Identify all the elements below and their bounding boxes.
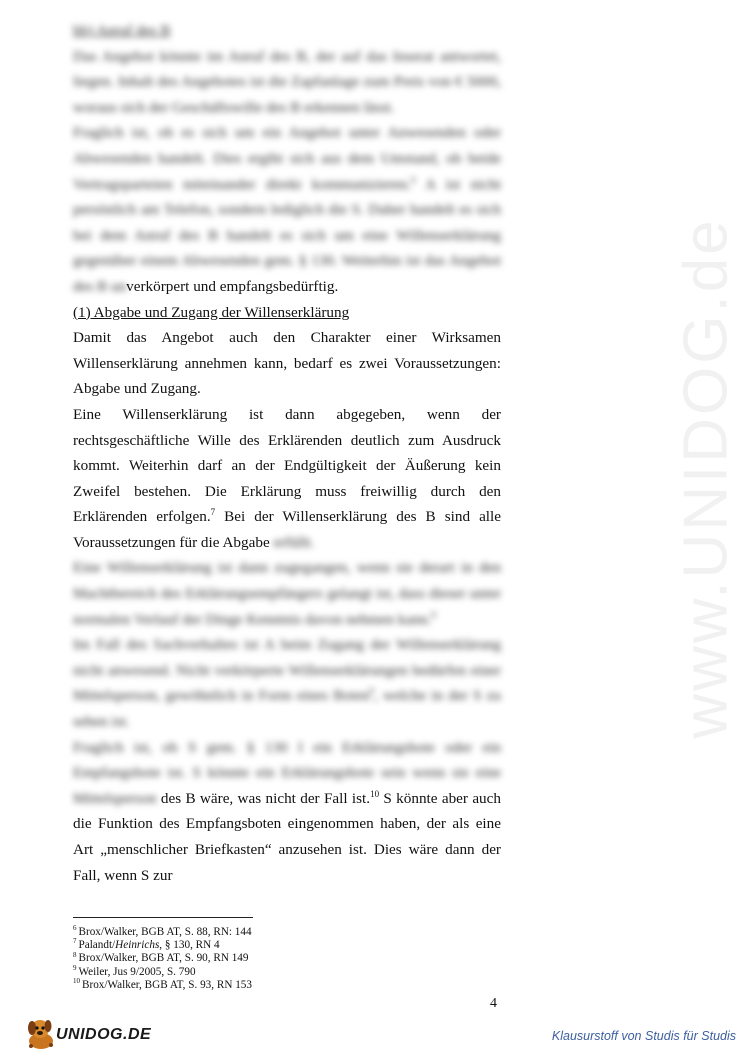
paragraph-communication — [73, 120, 501, 299]
sub-heading: (1) Abgabe und Zugang der Willenserklärung — [73, 303, 350, 321]
footnote-item — [73, 979, 503, 992]
paragraph-abgabe-cont: Bei der Willenserklärung des B sind alle Voraussetzungen für die Abgabe — [73, 508, 501, 551]
paragraph-abgabe-text: Eine Willenserklärung ist dann abgegeben, wenn der rechtsgeschäftliche Wille des Erklärenden deutlich zum Ausdruck kommt. Weiterhin darf an der Endgültigkeit der Äußerung kein Zweifel bestehen. Die Erklärung muss freiwillig durch den Erklärenden erfolgen. — [73, 405, 501, 526]
footnote-number: 7 — [73, 937, 77, 946]
footnotes — [73, 926, 503, 992]
footnote-text: Palandt/ — [78, 939, 116, 952]
paragraph-communication-blurred: Fraglich ist, ob es sich um ein Angebot unter Anwesenden oder Abwesenden handelt. Dies ergibt sich aus dem Umstand, ob beide Vertragsparteien miteinander direkt kommunizieren. — [73, 124, 501, 193]
paragraph-bote-blurred — [73, 632, 501, 734]
body-text — [73, 18, 501, 888]
footnote-divider — [73, 917, 253, 918]
paragraph-requirements: Damit das Angebot auch den Charakter einer Wirksamen Willenserklärung annehmen kann, bedarf es zwei Voraussetzungen: Abgabe und Zugang. — [73, 329, 501, 398]
footnote-ref: 8 — [431, 609, 436, 620]
paragraph-communication-clear: verkörpert und empfangsbedürftig. — [126, 277, 339, 295]
section-heading-blurred: bb) Anruf des B — [73, 22, 171, 39]
footnote-item — [73, 926, 503, 939]
paragraph-empfangsbote-cont: S könnte aber auch die Funktion des Empfangsboten eingenommen haben, der als eine Art „menschlicher Briefkasten“ anzusehen ist. Dies wäre dann der Fall, wenn S zur — [73, 789, 501, 884]
paragraph-abgabe — [73, 402, 501, 556]
paragraph-bote-text: Im Fall des Sachverhaltes ist A beim Zugang der Willenserklärung nicht anwesend. Nicht verkörperte Willenserklärungen bedürfen einer Mittelsperson, gewöhnlich in Form eines Boten — [73, 636, 501, 705]
paragraph-empfangsbote-clear: des B wäre, was nicht der Fall ist. — [160, 789, 371, 807]
paragraph-empfangsbote — [73, 735, 501, 889]
footnote-item — [73, 963, 503, 979]
footnote-number: 9 — [73, 963, 77, 972]
footnote-text: Weiler, Jus 9/2005, S. 790 — [78, 965, 196, 978]
watermark: www.UNIDOG.de — [671, 217, 741, 739]
footnote-text: Brox/Walker, BGB AT, S. 88, RN: 144 — [78, 926, 252, 938]
footnote-text: Brox/Walker, BGB AT, S. 93, RN 153 — [82, 978, 252, 991]
paragraph-abgabe-blurred-end: erfüllt. — [273, 533, 315, 551]
page-number: 4 — [490, 996, 497, 1011]
paragraph-zugang-blurred — [73, 555, 501, 632]
footnote-item — [73, 952, 503, 965]
footnote-ref: 6 — [411, 174, 416, 185]
footnote-ref: 9 — [369, 686, 375, 697]
footnote-author-italic: Heinrichs — [115, 939, 160, 952]
dog-mascot-icon — [24, 1015, 58, 1051]
paragraph-zugang-text: Eine Willenserklärung ist dann zugegangen, wenn sie derart in den Machtbereich des Erklärungsempfängers gelangt ist, dass dieser unter normalen Verlauf der Dinge Kenntnis davon nehmen kann. — [73, 559, 501, 628]
footnote-ref: 7 — [210, 507, 216, 518]
footnote-number: 10 — [73, 977, 80, 986]
footnote-item — [73, 939, 503, 952]
footnote-number: 6 — [73, 924, 77, 933]
footnote-ref: 10 — [370, 788, 380, 799]
footnote-text-cont: , § 130, RN 4 — [159, 939, 220, 952]
footnote-text: Brox/Walker, BGB AT, S. 90, RN 149 — [78, 952, 249, 965]
paragraph-bote-cont: , welche in der S zu sehen ist. — [73, 687, 501, 731]
footnote-number: 8 — [73, 950, 77, 959]
paragraph-empfangsbote-blurred: Fraglich ist, ob S gem. § 130 I ein Erklärungsbote oder ein Empfangsbote ist. S könnte ein Erklärungsbote sein wenn sie eine Mittelsperson — [73, 738, 501, 807]
paragraph-offer-blurred: Das Angebot könnte im Anruf des B, der auf das Inserat antwortet, liegen. Inhalt des Angebotes ist die Zapfanlage zum Preis von € 5000, woraus sich der Geschäftswille des B erkennen lässt. — [73, 47, 501, 116]
unidog-logo[interactable] — [24, 1015, 164, 1051]
footer-slogan: Klausurstoff von Studis für Studis — [551, 1029, 736, 1043]
logo-text: UNIDOG.DE — [56, 1026, 152, 1043]
paragraph-communication-blurred-cont: A ist nicht persönlich am Telefon, sondern lediglich die S. Daher handelt es sich bei dem Anruf des B handelt es sich um eine Willenserklärung gegenüber einem Abwesenden gem. § 130. Weiterhin ist das Angebot des B un — [73, 175, 501, 295]
